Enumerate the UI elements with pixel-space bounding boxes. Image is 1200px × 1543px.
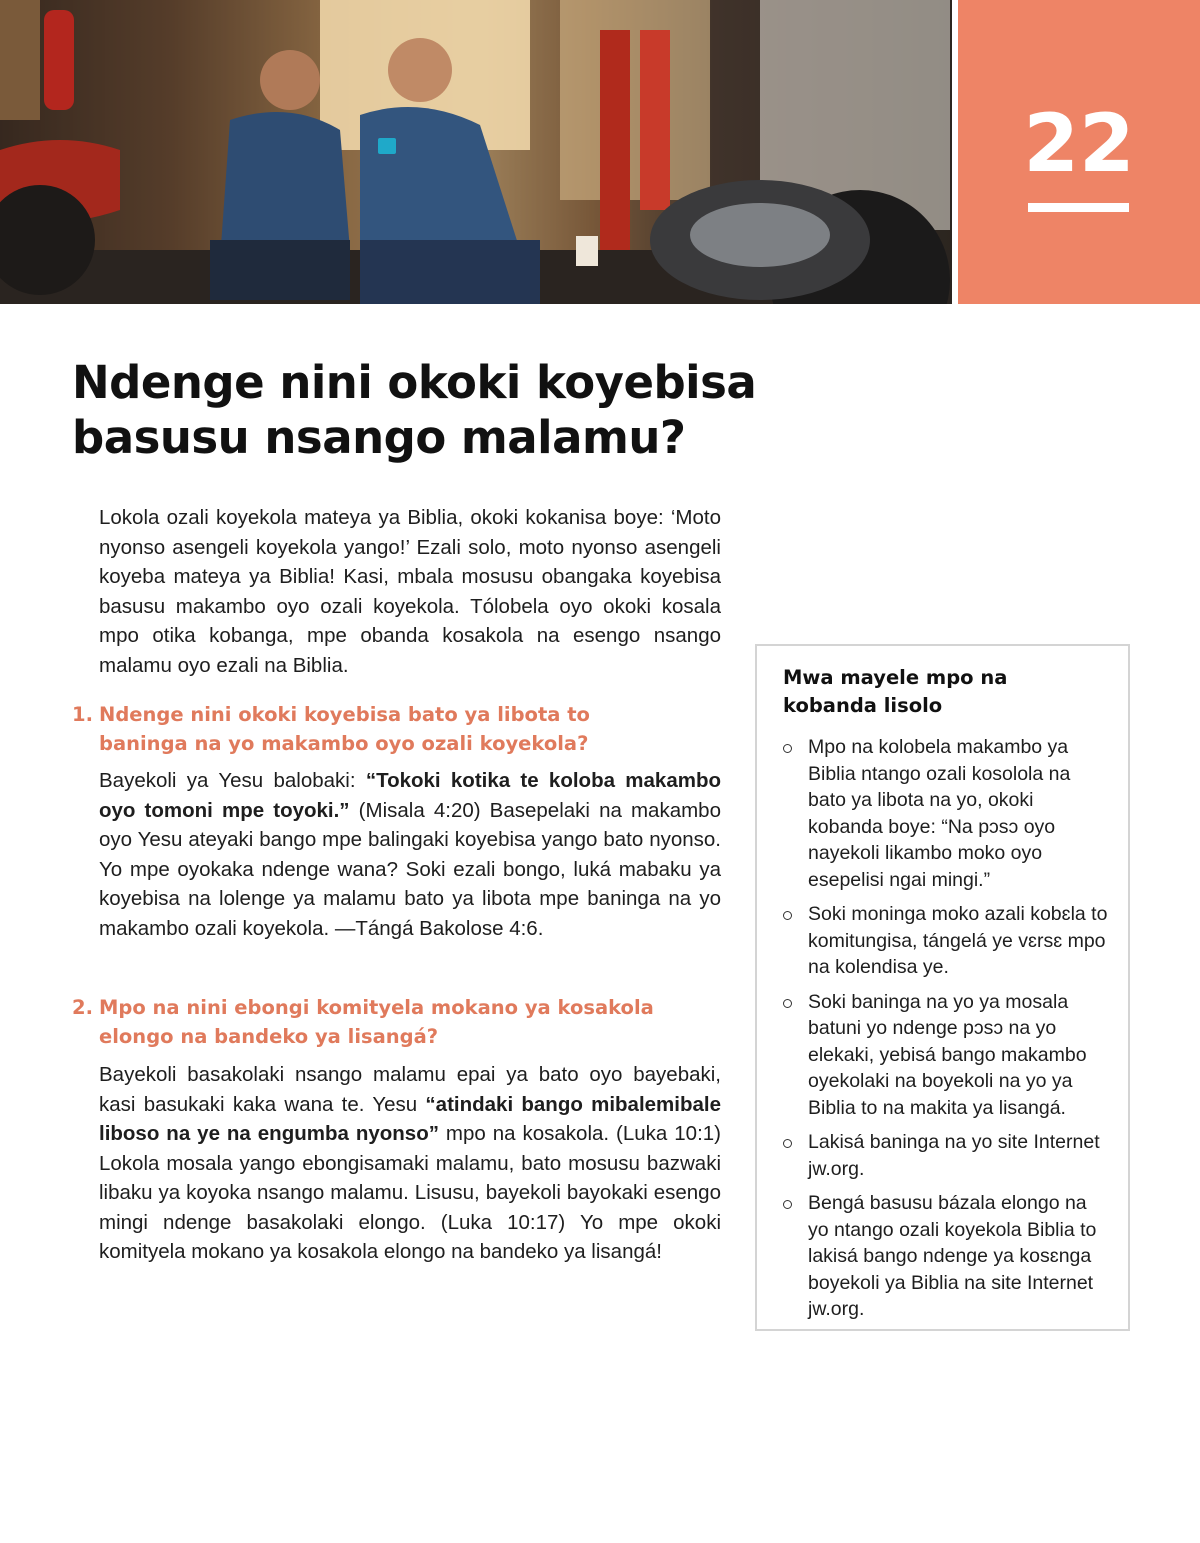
question-number: 1.: [72, 703, 93, 726]
question-number: 2.: [72, 996, 93, 1019]
question-text: Ndenge nini okoki koyebisa bato ya libota to baninga na yo makambo oyo ozali koyekola?: [99, 703, 590, 755]
tip-text: Mpo na kolobela makambo ya Biblia ntango ozali kosolola na bato ya libota na yo, okoki kobanda boye: “Na pɔsɔ oyo nayekoli likambo moko oyo esepelisi ngai mingi.”: [808, 736, 1071, 891]
question-2: [72, 993, 672, 1051]
list-item: [781, 1190, 1111, 1323]
hero-photo: [0, 0, 952, 304]
answer-paragraph-2: [99, 1060, 721, 1267]
chapter-number: 22: [1023, 97, 1135, 190]
sidebar-heading: Mwa mayele mpo na kobanda lisolo: [783, 666, 1008, 717]
answer-paragraph-1: [99, 766, 721, 943]
list-item: [781, 734, 1111, 893]
chapter-rule: [1028, 203, 1129, 212]
answer-text: Bayekoli basakolaki nsango malamu epai ya bato oyo bayebaki, kasi basukaki kaka wana te. Yesu: [99, 1063, 721, 1116]
circle-bullet-icon: [783, 911, 792, 920]
question-1: [72, 700, 672, 758]
intro-paragraph: Lokola ozali koyekola mateya ya Biblia, okoki kokanisa boye: ‘Moto nyonso asengeli koyekola yango!’ Ezali solo, moto nyonso asengeli koyeba mateya ya Biblia! Kasi, mbala mosusu obangaka koyebisa basusu makambo oyo ozali koyekola. Tólobela oyo okoki kosala mpo otika kobanga, mpe obanda kosakola na esengo nsango malamu oyo ezali na Biblia.: [99, 506, 721, 677]
answer-text: Bayekoli ya Yesu balobaki:: [99, 769, 366, 792]
garage-scene-illustration: [0, 0, 952, 304]
answer-text: (Misala 4:20) Basepelaki na makambo oyo Yesu ateyaki bango mpe balingaki koyebisa yango bato nyonso. Yo mpe oyokaka ndenge wana? Soki ezali bongo, luká mabaku ya koyebisa na lolenge ya malamu bato ya libota mpe baninga na yo makambo ozali koyekola. —Tángá Bakolose 4:6.: [99, 798, 721, 940]
list-item: [781, 901, 1111, 981]
tips-sidebar: [755, 644, 1130, 1331]
circle-bullet-icon: [783, 1200, 792, 1209]
page-title: Ndenge nini okoki koyebisa basusu nsango malamu?: [72, 356, 757, 464]
circle-bullet-icon: [783, 1139, 792, 1148]
circle-bullet-icon: [783, 999, 792, 1008]
chapter-number-box: [958, 0, 1200, 304]
scripture-quote: “Tokoki kotika te koloba makambo oyo tomoni mpe toyoki.”: [99, 769, 721, 822]
circle-bullet-icon: [783, 744, 792, 753]
question-text: Mpo na nini ebongi komityela mokano ya kosakola elongo na bandeko ya lisangá?: [99, 996, 654, 1048]
tip-text: Soki baninga na yo ya mosala batuni yo ndenge pɔsɔ na yo elekaki, yebisá bango makambo oyekolaki na boyekoli na yo ya Biblia to na makita ya lisangá.: [808, 990, 1087, 1119]
tips-list: [781, 734, 1111, 1331]
answer-text: mpo na kosakola. (Luka 10:1) Lokola mosala yango ebongisamaki malamu, bato mosusu bazwaki libaku ya koyoka nsango malamu. Lisusu, bayekoli bayokaki esengo mingi ndenge basakolaki elongo. (Luka 10:17) Yo mpe okoki komityela mokano ya kosakola elongo na bandeko ya lisangá!: [99, 1122, 721, 1263]
list-item: [781, 989, 1111, 1122]
tip-text: Lakisá baninga na yo site Internet jw.org.: [808, 1131, 1100, 1180]
tip-text: Soki moninga moko azali kobɛla to komitungisa, tángelá ye vɛrsɛ mpo na kolendisa ye.: [808, 903, 1108, 978]
tip-text: Bengá basusu bázala elongo na yo ntango ozali koyekola Biblia to lakisá bango ndenge ya kosɛnga boyekoli ya Biblia na site Internet jw.org.: [808, 1192, 1097, 1320]
list-item: [781, 1129, 1111, 1182]
scripture-quote: “atindaki bango mibalemibale liboso na ye na engumba nyonso”: [99, 1092, 722, 1145]
